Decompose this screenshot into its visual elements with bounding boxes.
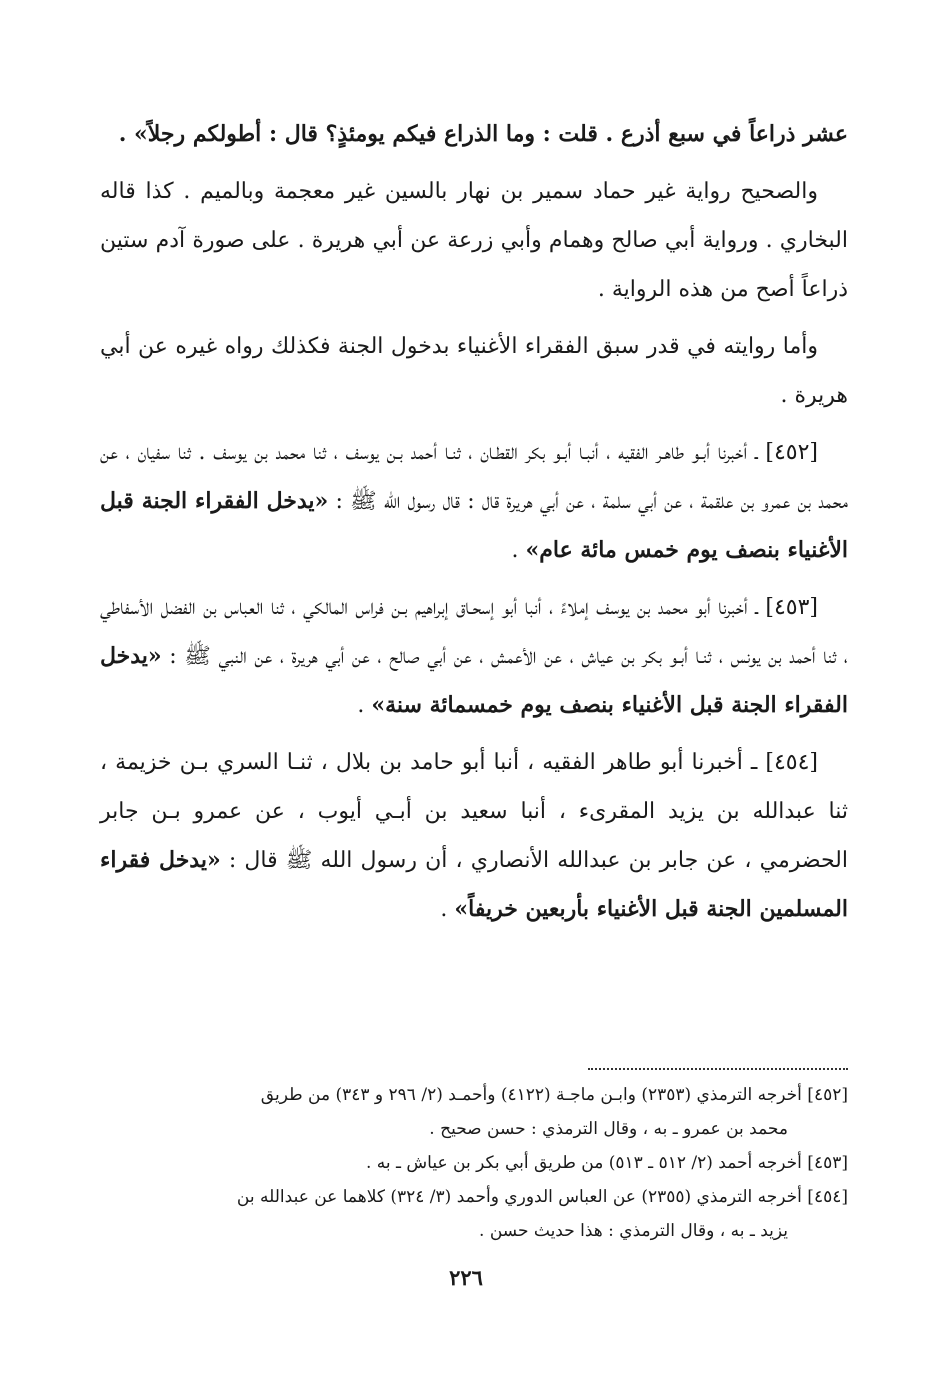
footnotes (100, 1040, 848, 1248)
hadith-454-end: . (440, 897, 455, 922)
hadith-453-matn: «يدخل الفقراء الجنة قبل الأغنياء بنصف يوم خمسمائة سنة» (100, 643, 848, 718)
footnote-452: [٤٥٢] أخرجه الترمذي (٢٣٥٣) وابـن ماجـة (٤١٢٢) وأحمـد (٢/ ٢٩٦ و ٣٤٣) من طريق (260, 1085, 848, 1105)
hadith-453-end: . (357, 693, 372, 718)
hadith-452 (100, 428, 848, 575)
hadith-454 (100, 738, 848, 934)
hadith-454-isnad: [٤٥٤] ـ أخبرنا أبو طاهر الفقيه ، أنبا أبو حامد بن بلال ، ثنـا السري بـن خزيمة ، ثنا عبدالله بن يزيد المقرىء ، أنبا سعيد بن أبـي أيوب ، عن عمرو بـن جابر الحضرمي ، عن جابر بن عبدالله الأنصاري ، أن رسول الله ﷺ قال : (100, 750, 848, 873)
hadith-452-matn: «يدخل الفقراء الجنة قبل الأغنياء بنصف يوم خمس مائة عام» (100, 488, 848, 563)
hadith-452-end: . (511, 538, 526, 563)
footnote-454: [٤٥٤] أخرجه الترمذي (٢٣٥٥) عن العباس الدوري وأحمد (٣/ ٣٢٤) كلاهما عن عبدالله بن (236, 1187, 848, 1207)
hadith-452-isnad: [٤٥٢] ـ أخبرنا أبـو طاهـر الفقيه ، أنبـا أبـو بكر القطـان ، ثنـا أحمد بـن يوسف ، ثنا محمد بن يوسف . ثنا سفيان ، عن محمد بن عمرو بن علقمة ، عن أبي سلمة ، عن أبي هريرة قال : قال رسول الله ﷺ : (100, 440, 848, 514)
footnote-452-continued: محمد بن عمرو ـ به ، وقال الترمذي : حسن صحيح . (429, 1119, 788, 1139)
page-body (100, 110, 848, 934)
hadith-453-isnad: [٤٥٣] ـ أخبرنا أبو محمد بن يوسف إملاءً ، أنبا أبو إسحـاق إبراهيم بـن فراس المالكي ، ثنا العباس بن الفضل الأسفاطي ، ثنا أحمد بن يونس ، ثنـا أبـو بكر بن عياش ، عن الأعمش ، عن أبي صالح ، عن أبي هريرة ، عن النبي ﷺ : (100, 595, 848, 669)
footnote-divider (588, 1068, 848, 1070)
hadith-454-matn: «يدخل فقراء المسلمين الجنة قبل الأغنياء بأربعين خريفاً» (100, 847, 848, 922)
paragraph-precedence-narration: وأما روايته في قدر سبق الفقراء الأغنياء بدخول الجنة فكذلك رواه غيره عن أبي هريرة . (100, 334, 848, 408)
paragraph-continuation: عشر ذراعاً في سبع أذرع . قلت : وما الذراع فيكم يومئذٍ؟ قال : أطولكم رجلاً» . (118, 121, 848, 147)
hadith-453 (100, 583, 848, 730)
page-number: ٢٢٦ (449, 1265, 483, 1290)
footnote-453: [٤٥٣] أخرجه أحمد (٢/ ٥١٢ ـ ٥١٣) من طريق أبي بكر بن عياش ـ به . (365, 1153, 848, 1173)
paragraph-correct-narration: والصحيح رواية غير حماد سمير بن نهار بالسين غير معجمة وبالميم . كذا قاله البخاري . ورواية أبي صالح وهمام وأبي زرعة عن أبي هريرة . على صورة آدم ستين ذراعاً أصح من هذه الرواية . (100, 179, 848, 302)
footnote-454-continued: يزيد ـ به ، وقال الترمذي : هذا حديث حسن . (479, 1221, 788, 1241)
